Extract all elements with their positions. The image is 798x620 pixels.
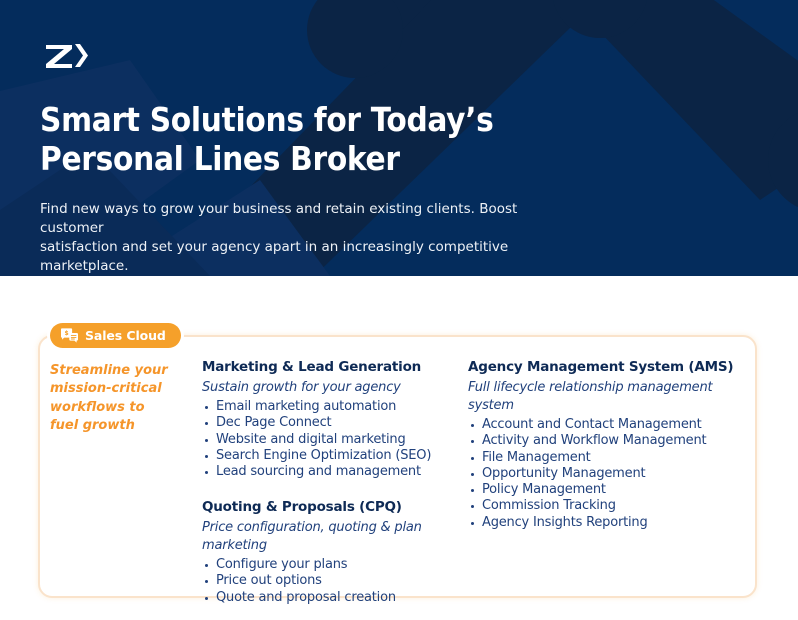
list-item: Commission Tracking [468, 498, 743, 514]
page-subtitle [40, 200, 580, 276]
tagline-column [50, 358, 202, 606]
zywave-logo[interactable] [42, 38, 90, 72]
feature-column-right [468, 358, 743, 606]
feature-list [468, 417, 743, 531]
page-title [40, 100, 494, 178]
status-badge-sales-cloud [50, 323, 181, 348]
feature-list [202, 557, 468, 605]
list-item: Price out options [202, 573, 468, 589]
card-content [38, 358, 757, 606]
list-item: Search Engine Optimization (SEO) [202, 448, 468, 464]
feature-block-subtitle: Price configuration, quoting & plan marketing [202, 519, 422, 553]
feature-block-title: Agency Management System (AMS) [468, 359, 734, 375]
list-item: File Management [468, 450, 743, 466]
list-item: Configure your plans [202, 557, 468, 573]
tagline-line-1: Streamline your [50, 363, 168, 378]
z-chevron-logo-icon [42, 39, 90, 71]
list-item: Policy Management [468, 482, 743, 498]
feature-block-title: Marketing & Lead Generation [202, 359, 422, 375]
tagline [50, 362, 202, 436]
svg-text:$: $ [64, 330, 69, 338]
feature-block-subtitle: Sustain growth for your agency [202, 380, 401, 395]
feature-block [468, 358, 743, 531]
list-item: Agency Insights Reporting [468, 515, 743, 531]
page-subtitle-line-2: satisfaction and set your agency apart in an increasingly competitive marketplace. [40, 239, 509, 274]
page-title-line-1: Smart Solutions for Today’s [40, 100, 494, 139]
page-title-line-2: Personal Lines Broker [40, 139, 400, 178]
feature-block [202, 498, 468, 605]
sales-chat-bubbles-dollar-icon [61, 328, 78, 343]
hero-banner [0, 0, 798, 276]
feature-block-subtitle: Full lifecycle relationship management system [468, 380, 713, 413]
list-item: Account and Contact Management [468, 417, 743, 433]
feature-block-title: Quoting & Proposals (CPQ) [202, 498, 402, 515]
feature-block [202, 358, 468, 480]
page-subtitle-line-1: Find new ways to grow your business and retain existing clients. Boost customer [40, 201, 518, 236]
list-item: Dec Page Connect [202, 415, 468, 431]
feature-column-middle [202, 358, 468, 606]
list-item: Lead sourcing and management [202, 464, 468, 480]
list-item: Opportunity Management [468, 466, 743, 482]
feature-list [202, 399, 468, 480]
status-badge-label: Sales Cloud [85, 328, 166, 343]
list-item: Activity and Workflow Management [468, 433, 743, 449]
tagline-line-2: mission-critical [50, 381, 162, 397]
list-item: Quote and proposal creation [202, 590, 468, 606]
tagline-line-3: workflows to [50, 399, 145, 415]
tagline-line-4: fuel growth [50, 418, 135, 434]
list-item: Email marketing automation [202, 399, 468, 415]
list-item: Website and digital marketing [202, 432, 468, 448]
